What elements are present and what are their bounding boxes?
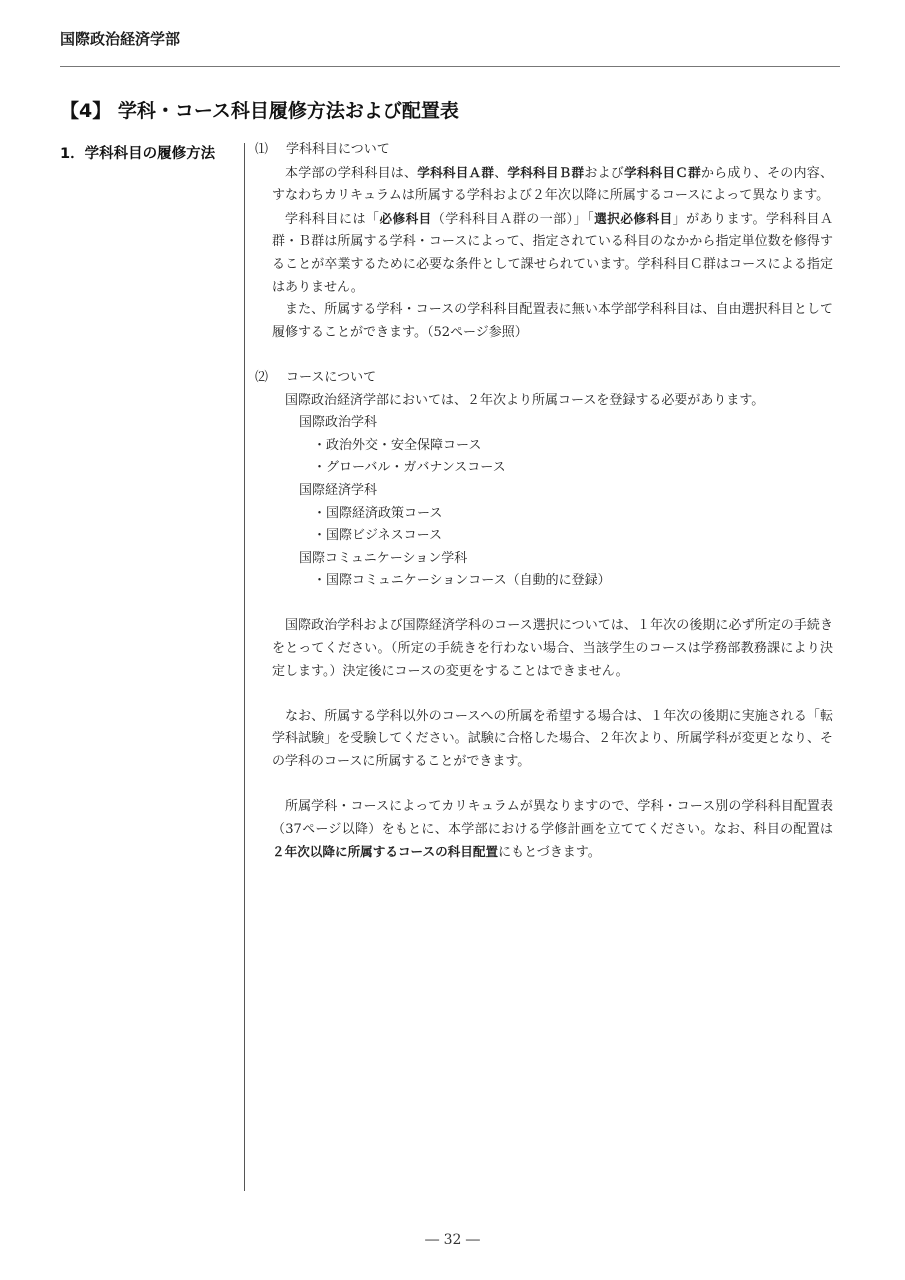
text-span: 」があります。学科科目Ａ群・Ｂ群は所属する学科・コースによって、指定されている科目のなかから指定単位数を修得することが卒業するために必要な条件として課せられています。学科科目Ｃ群はコースによる指定はありません。: [272, 211, 833, 295]
course-item: ・国際ビジネスコース: [313, 528, 442, 544]
part1-paragraph-2: [255, 208, 833, 299]
text-span: （学科科目Ａ群の一部）」「: [431, 211, 595, 227]
part1-paragraph-1: [255, 162, 833, 208]
part1-heading: [255, 139, 833, 162]
vertical-divider: [244, 143, 245, 1191]
faculty-name: 国際政治経済学部: [60, 30, 181, 48]
subsection-title: 1．学科科目の履修方法: [60, 146, 216, 162]
emphasis: 学科科目Ｂ群: [507, 164, 585, 180]
course-item: ・グローバル・ガバナンスコース: [313, 460, 506, 476]
text-span: から成り、その内容、すなわちカリキュラムは所属する学科および２年次以降に所属するコースによって異なります。: [272, 165, 833, 204]
text-span: 、: [494, 165, 508, 181]
part2-paragraph-1: 国際政治学科および国際経済学科のコース選択については、１年次の後期に必ず所定の手続きをとってください。（所定の手続きを行わない場合、当該学生のコースは学務部教務課により決定します。）決定後にコースの変更をすることはできません。: [272, 618, 833, 679]
part1-heading-text: 学科科目について: [286, 142, 390, 157]
department-name: 国際経済学科: [299, 482, 378, 498]
course-item: ・国際コミュニケーションコース（自動的に登録）: [313, 573, 611, 589]
part1-paragraph-3: また、所属する学科・コースの学科科目配置表に無い本学部学科科目は、自由選択科目として履修することができます。（52ページ参照）: [272, 302, 833, 340]
emphasis: ２年次以降に所属するコースの科目配置: [272, 844, 499, 860]
part1-number: ⑴: [255, 142, 269, 157]
main-content: [255, 139, 833, 865]
part2-heading-text: コースについて: [286, 369, 377, 385]
emphasis: 学科科目Ｃ群: [624, 164, 701, 180]
part2-paragraph-3: [255, 796, 833, 865]
part2-paragraph-2: なお、所属する学科以外のコースへの所属を希望する場合は、１年次の後期に実施される「転学科試験」を受験してください。試験に合格した場合、２年次より、所属学科が変更となり、その学科のコースに所属することができます。: [272, 708, 833, 770]
text-span: および: [584, 165, 625, 181]
emphasis: 学科科目Ａ群: [417, 164, 495, 180]
course-item: ・国際経済政策コース: [313, 505, 443, 521]
header-divider: [60, 66, 840, 67]
part2-intro: 国際政治経済学部においては、２年次より所属コースを登録する必要があります。: [285, 392, 765, 408]
emphasis: 必修科目: [379, 210, 432, 226]
text-span: 学科科目には「: [285, 211, 380, 227]
section-title: 【4】 学科・コース科目履修方法および配置表: [60, 100, 459, 122]
text-span: 所属学科・コースによってカリキュラムが異なりますので、学科・コース別の学科科目配置表（37ページ以降）をもとに、本学部における学修計画を立ててください。なお、科目の配置は: [272, 799, 833, 837]
department-name: 国際政治学科: [299, 415, 378, 431]
text-span: にもとづきます。: [498, 845, 601, 861]
part2-heading: [255, 367, 833, 390]
course-item: ・政治外交・安全保障コース: [313, 437, 482, 453]
emphasis: 選択必修科目: [594, 210, 673, 226]
department-name: 国際コミュニケーション学科: [299, 550, 468, 566]
text-span: 本学部の学科科目は、: [285, 165, 418, 181]
part2-number: ⑵: [255, 369, 269, 385]
page-number: ― 32 ―: [425, 1232, 480, 1248]
